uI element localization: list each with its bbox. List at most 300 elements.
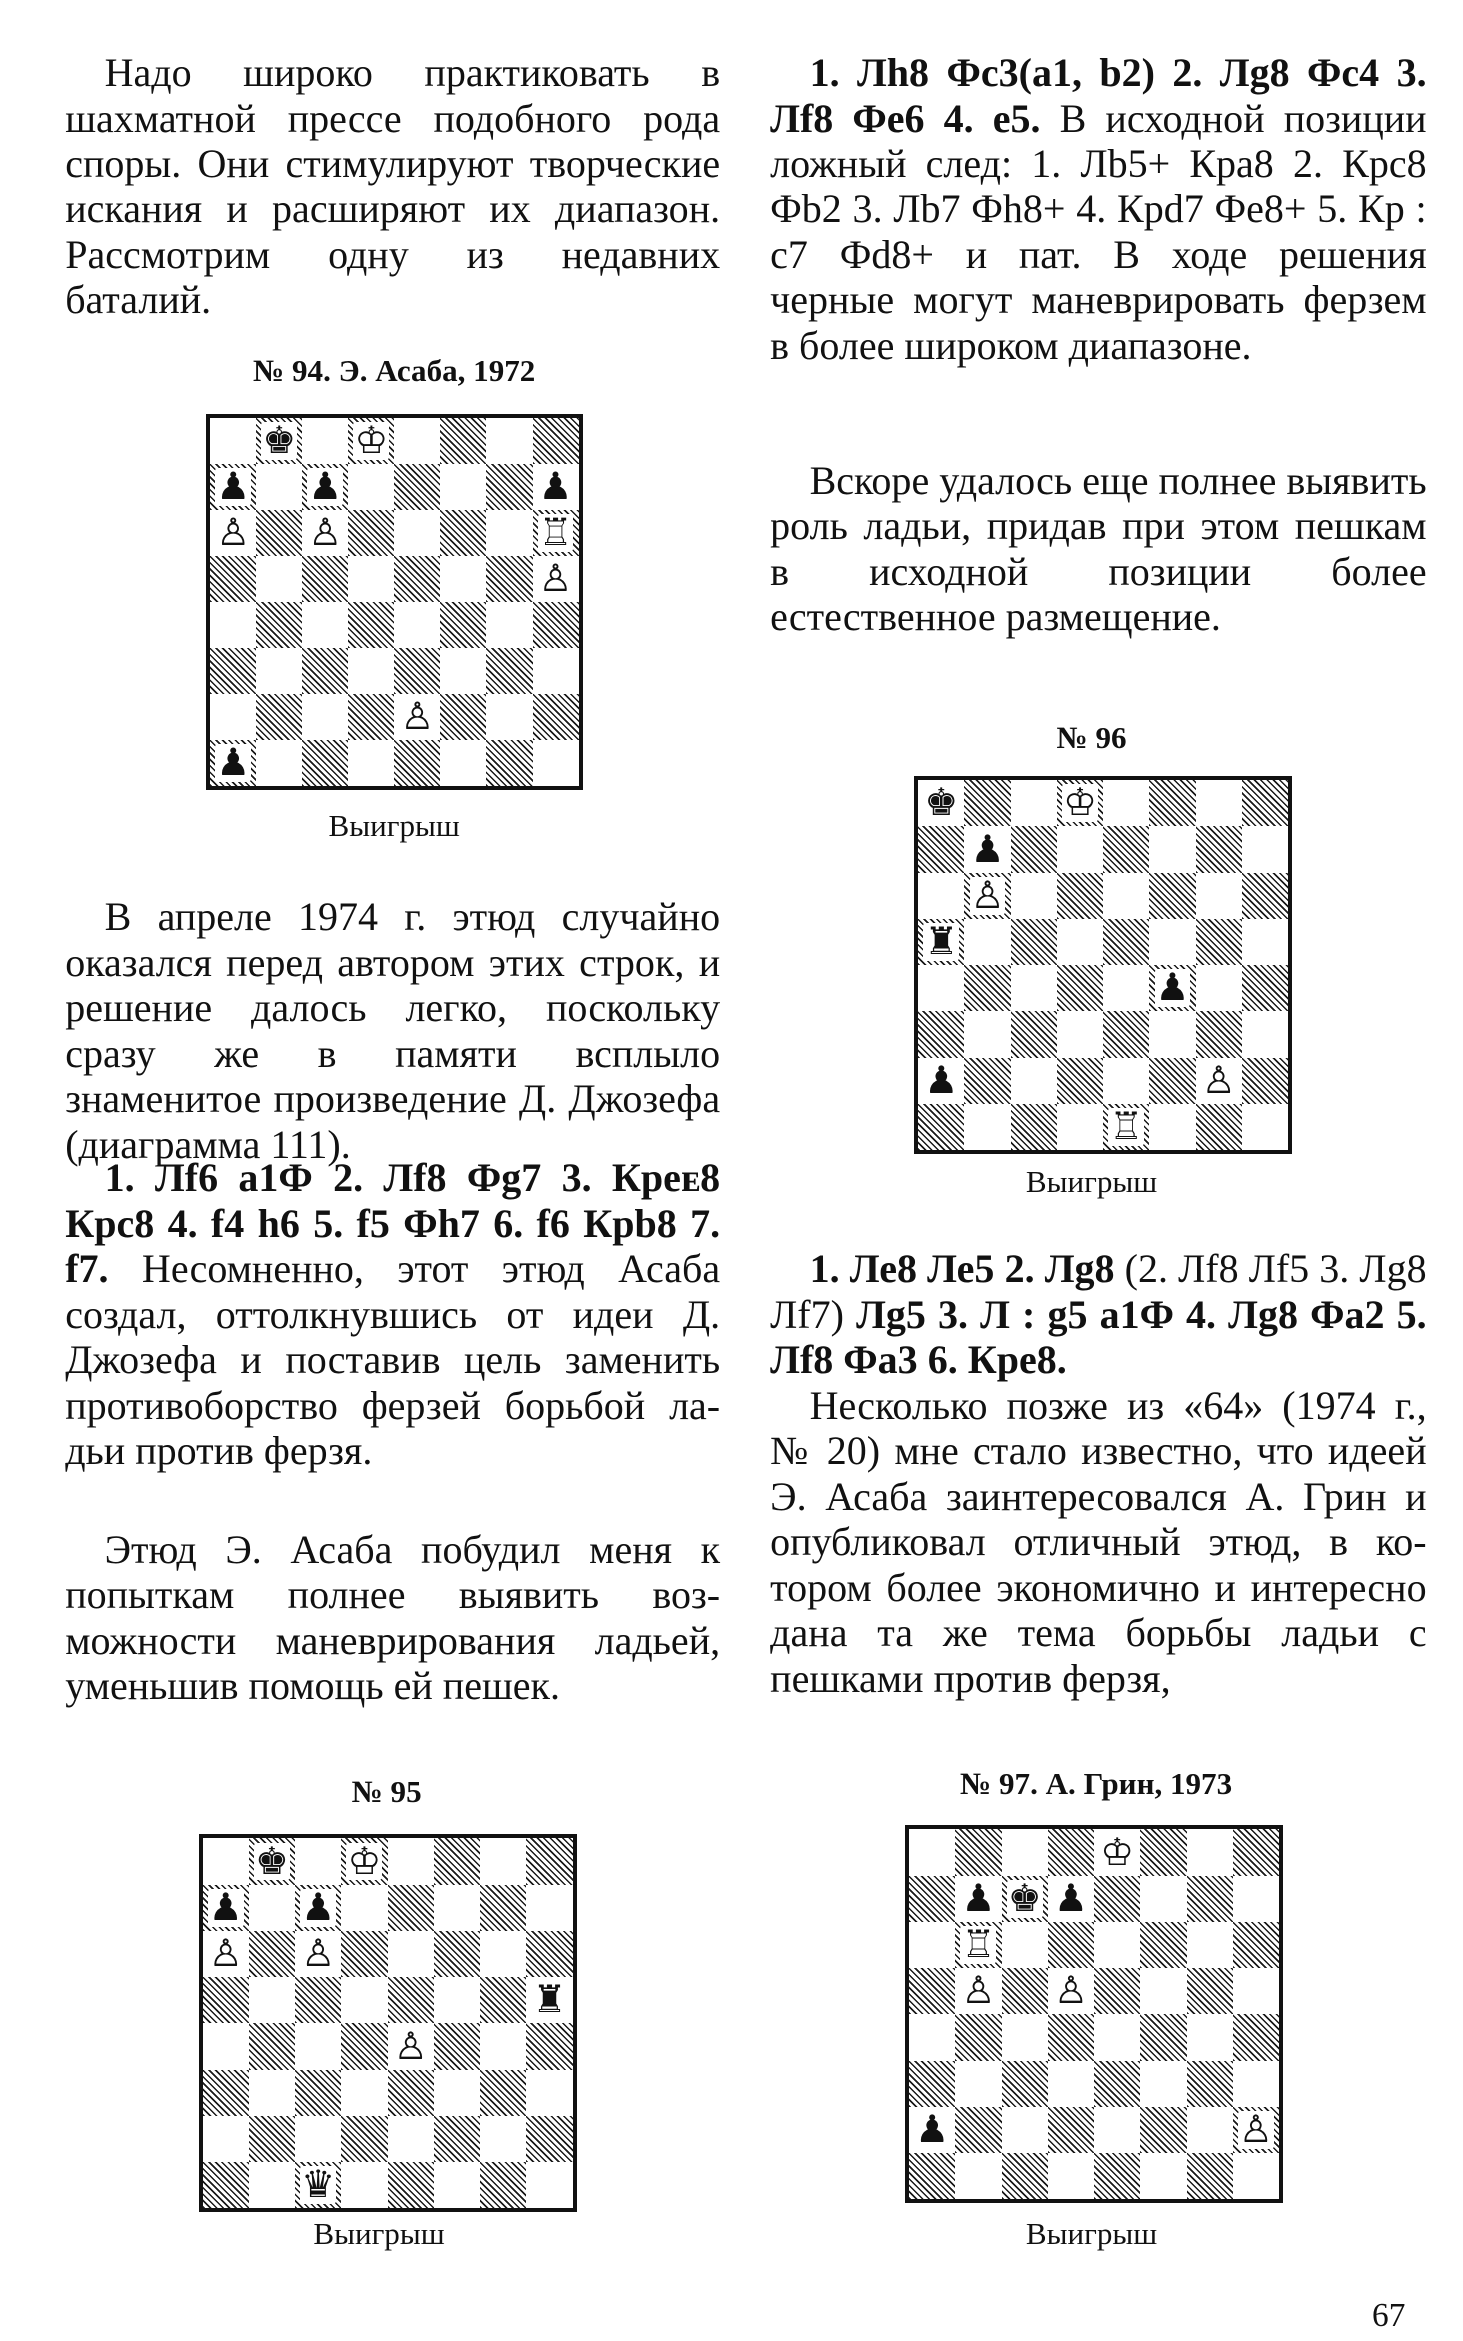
square-f1 — [440, 740, 486, 786]
square-d8 — [348, 418, 394, 464]
square-a8 — [203, 1838, 249, 1884]
square-a3 — [909, 2061, 955, 2107]
square-f1 — [1149, 1104, 1195, 1150]
square-a4 — [918, 965, 964, 1011]
square-d6 — [348, 510, 394, 556]
square-e8 — [1103, 780, 1149, 826]
black-rook-icon: ♜ — [532, 1977, 567, 2022]
white-rook-icon: ♖ — [1109, 1104, 1144, 1149]
square-c7 — [1011, 826, 1057, 872]
diagram-95-caption: № 95 — [351, 1773, 422, 1809]
square-b5 — [964, 919, 1010, 965]
square-b5 — [955, 1968, 1001, 2014]
square-g7 — [1196, 826, 1242, 872]
square-e1 — [388, 2162, 434, 2208]
diagram-94-caption: № 94. Э. Асаба, 1972 — [253, 353, 536, 389]
square-f1 — [434, 2162, 480, 2208]
square-f4 — [1149, 965, 1195, 1011]
white-king-icon: ♔ — [1100, 1829, 1135, 1874]
black-pawn-icon: ♟ — [216, 740, 251, 785]
square-b3 — [964, 1011, 1010, 1057]
square-e5 — [394, 556, 440, 602]
white-pawn-icon: ♙ — [538, 556, 573, 601]
square-c7 — [1002, 1876, 1048, 1922]
white-pawn-icon: ♙ — [393, 2023, 428, 2068]
black-pawn-icon: ♟ — [961, 1875, 996, 1920]
square-e2 — [1103, 1058, 1149, 1104]
square-b3 — [256, 648, 302, 694]
square-g4 — [480, 2023, 526, 2069]
white-king-icon: ♔ — [347, 1838, 382, 1883]
square-c2 — [295, 2116, 341, 2162]
square-f7 — [440, 464, 486, 510]
square-c4 — [295, 2023, 341, 2069]
square-b7 — [256, 464, 302, 510]
white-pawn-icon: ♙ — [970, 872, 1005, 917]
square-d1 — [1057, 1104, 1103, 1150]
square-h8 — [533, 418, 579, 464]
right-solution-moves: 1. Лh8 Фс3(а1, b2) 2. Лg8 Фс4 3. Лf8 Фе6 4. е5. — [770, 50, 1427, 141]
square-e3 — [394, 648, 440, 694]
page-number: 67 — [1372, 2296, 1406, 2334]
square-h6 — [526, 1931, 572, 1977]
square-f7 — [434, 1885, 480, 1931]
chess-board-97 — [905, 1825, 1283, 2203]
black-king-icon: ♚ — [255, 1838, 289, 1883]
square-d3 — [1057, 1011, 1103, 1057]
square-e2 — [394, 694, 440, 740]
square-d2 — [348, 694, 394, 740]
square-a5 — [203, 1977, 249, 2023]
square-g1 — [1187, 2153, 1233, 2199]
white-pawn-icon: ♙ — [1201, 1057, 1236, 1102]
square-f5 — [1149, 919, 1195, 965]
square-g2 — [486, 694, 532, 740]
black-rook-icon: ♜ — [924, 919, 959, 964]
square-a4 — [210, 602, 256, 648]
right-paragraph-2: Вскоре удалось еще полнее выявить роль ладьи, придав при этом пешкам в исходной позиции более естественное размещение. — [770, 457, 1427, 640]
square-h2 — [533, 694, 579, 740]
square-g5 — [486, 556, 532, 602]
square-f8 — [1140, 1829, 1186, 1875]
square-b4 — [249, 2023, 295, 2069]
square-e1 — [1094, 2153, 1140, 2199]
square-b1 — [249, 2162, 295, 2208]
square-e3 — [1094, 2061, 1140, 2107]
square-a1 — [909, 2153, 955, 2199]
square-h6 — [1242, 873, 1288, 919]
square-g4 — [1187, 2014, 1233, 2060]
square-h1 — [533, 740, 579, 786]
square-b1 — [955, 2153, 1001, 2199]
square-b1 — [964, 1104, 1010, 1150]
black-pawn-icon: ♟ — [970, 826, 1005, 871]
right-paragraph-1 — [770, 50, 1426, 368]
white-pawn-icon: ♙ — [1238, 2106, 1273, 2151]
square-h1 — [1242, 1104, 1288, 1150]
square-a4 — [203, 2023, 249, 2069]
square-c5 — [302, 556, 348, 602]
square-g3 — [1196, 1011, 1242, 1057]
black-pawn-icon: ♟ — [924, 1057, 959, 1102]
square-g4 — [486, 602, 532, 648]
square-d6 — [341, 1931, 387, 1977]
square-f3 — [1140, 2061, 1186, 2107]
left-paragraph-2: В апреле 1974 г. этюд случайно оказался перед автором этих строк, и решение далось легко, поскольку сразу же в памяти всплыло знаменитое произведение Д. Джозефа (диаграмма 111). — [65, 894, 721, 1167]
square-a6 — [918, 873, 964, 919]
black-pawn-icon: ♟ — [301, 1884, 336, 1929]
white-rook-icon: ♖ — [961, 1922, 996, 1967]
square-b1 — [256, 740, 302, 786]
square-h5 — [1242, 919, 1288, 965]
square-g8 — [1196, 780, 1242, 826]
square-b5 — [256, 556, 302, 602]
square-g8 — [480, 1838, 526, 1884]
white-rook-icon: ♖ — [538, 510, 573, 555]
square-c1 — [295, 2162, 341, 2208]
square-e6 — [388, 1931, 434, 1977]
square-f2 — [440, 694, 486, 740]
square-a2 — [210, 694, 256, 740]
diagram-96-caption: № 96 — [1056, 720, 1127, 756]
square-g3 — [486, 648, 532, 694]
square-d5 — [348, 556, 394, 602]
square-e3 — [388, 2070, 434, 2116]
square-e8 — [388, 1838, 434, 1884]
square-h6 — [1233, 1922, 1279, 1968]
white-king-icon: ♔ — [1063, 780, 1097, 825]
square-d4 — [341, 2023, 387, 2069]
square-c5 — [1002, 1968, 1048, 2014]
square-a8 — [918, 780, 964, 826]
square-f6 — [1140, 1922, 1186, 1968]
square-c4 — [1011, 965, 1057, 1011]
square-e5 — [1094, 1968, 1140, 2014]
square-h1 — [526, 2162, 572, 2208]
square-f5 — [1140, 1968, 1186, 2014]
square-d5 — [341, 1977, 387, 2023]
square-h3 — [526, 2070, 572, 2116]
square-g5 — [480, 1977, 526, 2023]
square-g1 — [480, 2162, 526, 2208]
square-d4 — [1048, 2014, 1094, 2060]
square-h8 — [1242, 780, 1288, 826]
square-d6 — [1057, 873, 1103, 919]
chess-board-94 — [206, 414, 582, 790]
square-b7 — [955, 1876, 1001, 1922]
black-pawn-icon: ♟ — [1155, 965, 1190, 1010]
square-d7 — [348, 464, 394, 510]
square-h6 — [533, 510, 579, 556]
square-f6 — [434, 1931, 480, 1977]
square-b4 — [955, 2014, 1001, 2060]
square-a8 — [909, 1829, 955, 1875]
square-d8 — [1048, 1829, 1094, 1875]
square-f3 — [434, 2070, 480, 2116]
square-g6 — [1196, 873, 1242, 919]
square-c4 — [302, 602, 348, 648]
square-c8 — [295, 1838, 341, 1884]
square-g4 — [1196, 965, 1242, 1011]
square-d5 — [1048, 1968, 1094, 2014]
white-pawn-icon: ♙ — [216, 510, 251, 555]
square-d3 — [341, 2070, 387, 2116]
chess-board-95 — [199, 1834, 577, 2212]
right-solution2-moves: 1. Ле8 Ле5 2. Лg8 — [809, 1246, 1115, 1292]
square-f3 — [440, 648, 486, 694]
square-d1 — [341, 2162, 387, 2208]
white-pawn-icon: ♙ — [961, 1968, 996, 2013]
square-d4 — [1057, 965, 1103, 1011]
square-c5 — [295, 1977, 341, 2023]
square-h7 — [526, 1885, 572, 1931]
square-h2 — [526, 2116, 572, 2162]
square-h7 — [1242, 826, 1288, 872]
right-paragraph-4: Несколько позже из «64» (1974 г., № 20) мне стало известно, что идеей Э. Асаба заинтересовался А. Грин и опубликовал отличный этюд, в котором более экономично и интересно дана та же тема борьбы ладьи с пешками против ферзя, — [770, 1382, 1427, 1701]
square-f4 — [1140, 2014, 1186, 2060]
square-b3 — [249, 2070, 295, 2116]
square-c2 — [1011, 1058, 1057, 1104]
square-h5 — [1233, 1968, 1279, 2014]
square-b2 — [964, 1058, 1010, 1104]
black-pawn-icon: ♟ — [1053, 1875, 1088, 1920]
chess-board-96 — [914, 776, 1292, 1154]
square-c8 — [1011, 780, 1057, 826]
square-b8 — [964, 780, 1010, 826]
square-d3 — [1048, 2061, 1094, 2107]
square-e1 — [394, 740, 440, 786]
square-a5 — [909, 1968, 955, 2014]
square-d2 — [1057, 1058, 1103, 1104]
square-c6 — [302, 510, 348, 556]
square-h4 — [1233, 2014, 1279, 2060]
square-h7 — [1233, 1876, 1279, 1922]
square-e8 — [394, 418, 440, 464]
square-c3 — [302, 648, 348, 694]
left-paragraph-1: Надо широко практиковать в шахматной прессе подобного рода споры. Они стимулируют творческие искания и расширяют их диапазон. Рассмотрим одну из недавних баталий. — [65, 50, 721, 323]
square-c1 — [1002, 2153, 1048, 2199]
square-c2 — [1002, 2107, 1048, 2153]
square-c6 — [295, 1931, 341, 1977]
square-f2 — [1140, 2107, 1186, 2153]
diagram-97-caption: № 97. А. Грин, 1973 — [960, 1766, 1233, 1802]
square-e4 — [394, 602, 440, 648]
white-pawn-icon: ♙ — [301, 1931, 336, 1976]
square-e2 — [1094, 2107, 1140, 2153]
square-a2 — [203, 2116, 249, 2162]
square-d8 — [1057, 780, 1103, 826]
square-e7 — [1094, 1876, 1140, 1922]
square-b8 — [256, 418, 302, 464]
square-g2 — [1196, 1058, 1242, 1104]
square-h2 — [1233, 2107, 1279, 2153]
square-c4 — [1002, 2014, 1048, 2060]
right-solution2-aside: (2. Лf8 Лf5 3. Лg8 Лf7) — [770, 1246, 1427, 1337]
square-b6 — [955, 1922, 1001, 1968]
square-e6 — [1094, 1922, 1140, 1968]
square-a7 — [909, 1876, 955, 1922]
square-g3 — [480, 2070, 526, 2116]
square-a6 — [909, 1922, 955, 1968]
square-d2 — [1048, 2107, 1094, 2153]
square-e5 — [1103, 919, 1149, 965]
square-g6 — [480, 1931, 526, 1977]
square-h3 — [533, 648, 579, 694]
square-g5 — [1187, 1968, 1233, 2014]
white-pawn-icon: ♙ — [208, 1931, 243, 1976]
white-pawn-icon: ♙ — [1053, 1968, 1088, 2013]
square-e6 — [394, 510, 440, 556]
square-h8 — [1233, 1829, 1279, 1875]
square-e2 — [388, 2116, 434, 2162]
square-f1 — [1140, 2153, 1186, 2199]
square-c6 — [1011, 873, 1057, 919]
square-d3 — [348, 648, 394, 694]
square-c7 — [302, 464, 348, 510]
square-e4 — [1094, 2014, 1140, 2060]
square-b5 — [249, 1977, 295, 2023]
black-pawn-icon: ♟ — [308, 464, 343, 509]
square-h2 — [1242, 1058, 1288, 1104]
square-d8 — [341, 1838, 387, 1884]
square-e8 — [1094, 1829, 1140, 1875]
square-f3 — [1149, 1011, 1195, 1057]
square-c8 — [302, 418, 348, 464]
square-a5 — [210, 556, 256, 602]
square-g3 — [1187, 2061, 1233, 2107]
square-a5 — [918, 919, 964, 965]
square-b7 — [964, 826, 1010, 872]
square-a4 — [909, 2014, 955, 2060]
square-d1 — [348, 740, 394, 786]
square-f5 — [440, 556, 486, 602]
square-h3 — [1242, 1011, 1288, 1057]
square-d7 — [1057, 826, 1103, 872]
square-a6 — [210, 510, 256, 556]
square-h5 — [526, 1977, 572, 2023]
black-pawn-icon: ♟ — [915, 2106, 950, 2151]
square-h1 — [1233, 2153, 1279, 2199]
right-solution-comment: В исходной позиции ложный след: 1. Лb5+ Кра8 2. Крс8 Фb2 3. Лb7 Фh8+ 4. Крd7 Фе8+ 5. Кр : с7 Фd8+ и пат. В ходе решения черные могут маневрировать ферзем в более широком диапазоне. — [770, 95, 1427, 368]
square-c3 — [1011, 1011, 1057, 1057]
square-c1 — [302, 740, 348, 786]
square-b6 — [256, 510, 302, 556]
square-h4 — [526, 2023, 572, 2069]
square-g1 — [1196, 1104, 1242, 1150]
square-e7 — [1103, 826, 1149, 872]
square-a2 — [909, 2107, 955, 2153]
square-g7 — [486, 464, 532, 510]
square-c5 — [1011, 919, 1057, 965]
square-e1 — [1103, 1104, 1149, 1150]
square-f8 — [1149, 780, 1195, 826]
right-paragraph-3 — [770, 1246, 1426, 1382]
square-d4 — [348, 602, 394, 648]
square-e7 — [388, 1885, 434, 1931]
square-f2 — [1149, 1058, 1195, 1104]
black-pawn-icon: ♟ — [216, 464, 251, 509]
black-pawn-icon: ♟ — [208, 1884, 243, 1929]
black-king-icon: ♚ — [262, 418, 297, 463]
square-f2 — [434, 2116, 480, 2162]
square-d5 — [1057, 919, 1103, 965]
square-e4 — [388, 2023, 434, 2069]
square-a2 — [918, 1058, 964, 1104]
square-f8 — [434, 1838, 480, 1884]
left-solution-moves: 1. Лf6 а1Ф 2. Лf8 Фg7 3. Креᴇ8 Крс8 4. f4 h6 5. f5 Фh7 6. f6 Крb8 7. f7. — [65, 1155, 721, 1292]
square-a1 — [210, 740, 256, 786]
square-b7 — [249, 1885, 295, 1931]
square-c6 — [1002, 1922, 1048, 1968]
square-f8 — [440, 418, 486, 464]
square-h7 — [533, 464, 579, 510]
square-g2 — [1187, 2107, 1233, 2153]
square-b8 — [249, 1838, 295, 1884]
square-e4 — [1103, 965, 1149, 1011]
square-c7 — [295, 1885, 341, 1931]
square-h8 — [526, 1838, 572, 1884]
square-a6 — [203, 1931, 249, 1977]
square-g2 — [480, 2116, 526, 2162]
square-f6 — [1149, 873, 1195, 919]
square-g8 — [486, 418, 532, 464]
square-f4 — [434, 2023, 480, 2069]
white-pawn-icon: ♙ — [308, 510, 343, 555]
square-a8 — [210, 418, 256, 464]
square-e3 — [1103, 1011, 1149, 1057]
square-g8 — [1187, 1829, 1233, 1875]
square-g1 — [486, 740, 532, 786]
square-f5 — [434, 1977, 480, 2023]
white-pawn-icon: ♙ — [400, 694, 435, 739]
square-e5 — [388, 1977, 434, 2023]
square-h5 — [533, 556, 579, 602]
square-a3 — [918, 1011, 964, 1057]
square-b2 — [256, 694, 302, 740]
square-d7 — [1048, 1876, 1094, 1922]
square-f4 — [440, 602, 486, 648]
black-king-icon: ♚ — [924, 780, 959, 825]
square-c3 — [295, 2070, 341, 2116]
square-g5 — [1196, 919, 1242, 965]
square-c8 — [1002, 1829, 1048, 1875]
square-h3 — [1233, 2061, 1279, 2107]
diagram-95-result: Выигрыш — [313, 2216, 445, 2252]
left-paragraph-3 — [65, 1155, 720, 1473]
black-queen-icon: ♛ — [301, 2162, 336, 2207]
square-c3 — [1002, 2061, 1048, 2107]
square-a1 — [203, 2162, 249, 2208]
square-b4 — [964, 965, 1010, 1011]
square-g7 — [1187, 1876, 1233, 1922]
square-g6 — [486, 510, 532, 556]
square-f7 — [1149, 826, 1195, 872]
square-a7 — [203, 1885, 249, 1931]
square-a7 — [918, 826, 964, 872]
square-a1 — [918, 1104, 964, 1150]
diagram-96-result: Выигрыш — [1025, 1164, 1158, 1200]
square-g6 — [1187, 1922, 1233, 1968]
square-b6 — [249, 1931, 295, 1977]
diagram-94-result: Выигрыш — [328, 808, 460, 844]
square-b4 — [256, 602, 302, 648]
diagram-97-result: Выигрыш — [1025, 2216, 1158, 2252]
square-d2 — [341, 2116, 387, 2162]
square-b3 — [955, 2061, 1001, 2107]
square-d1 — [1048, 2153, 1094, 2199]
square-b8 — [955, 1829, 1001, 1875]
square-b2 — [249, 2116, 295, 2162]
